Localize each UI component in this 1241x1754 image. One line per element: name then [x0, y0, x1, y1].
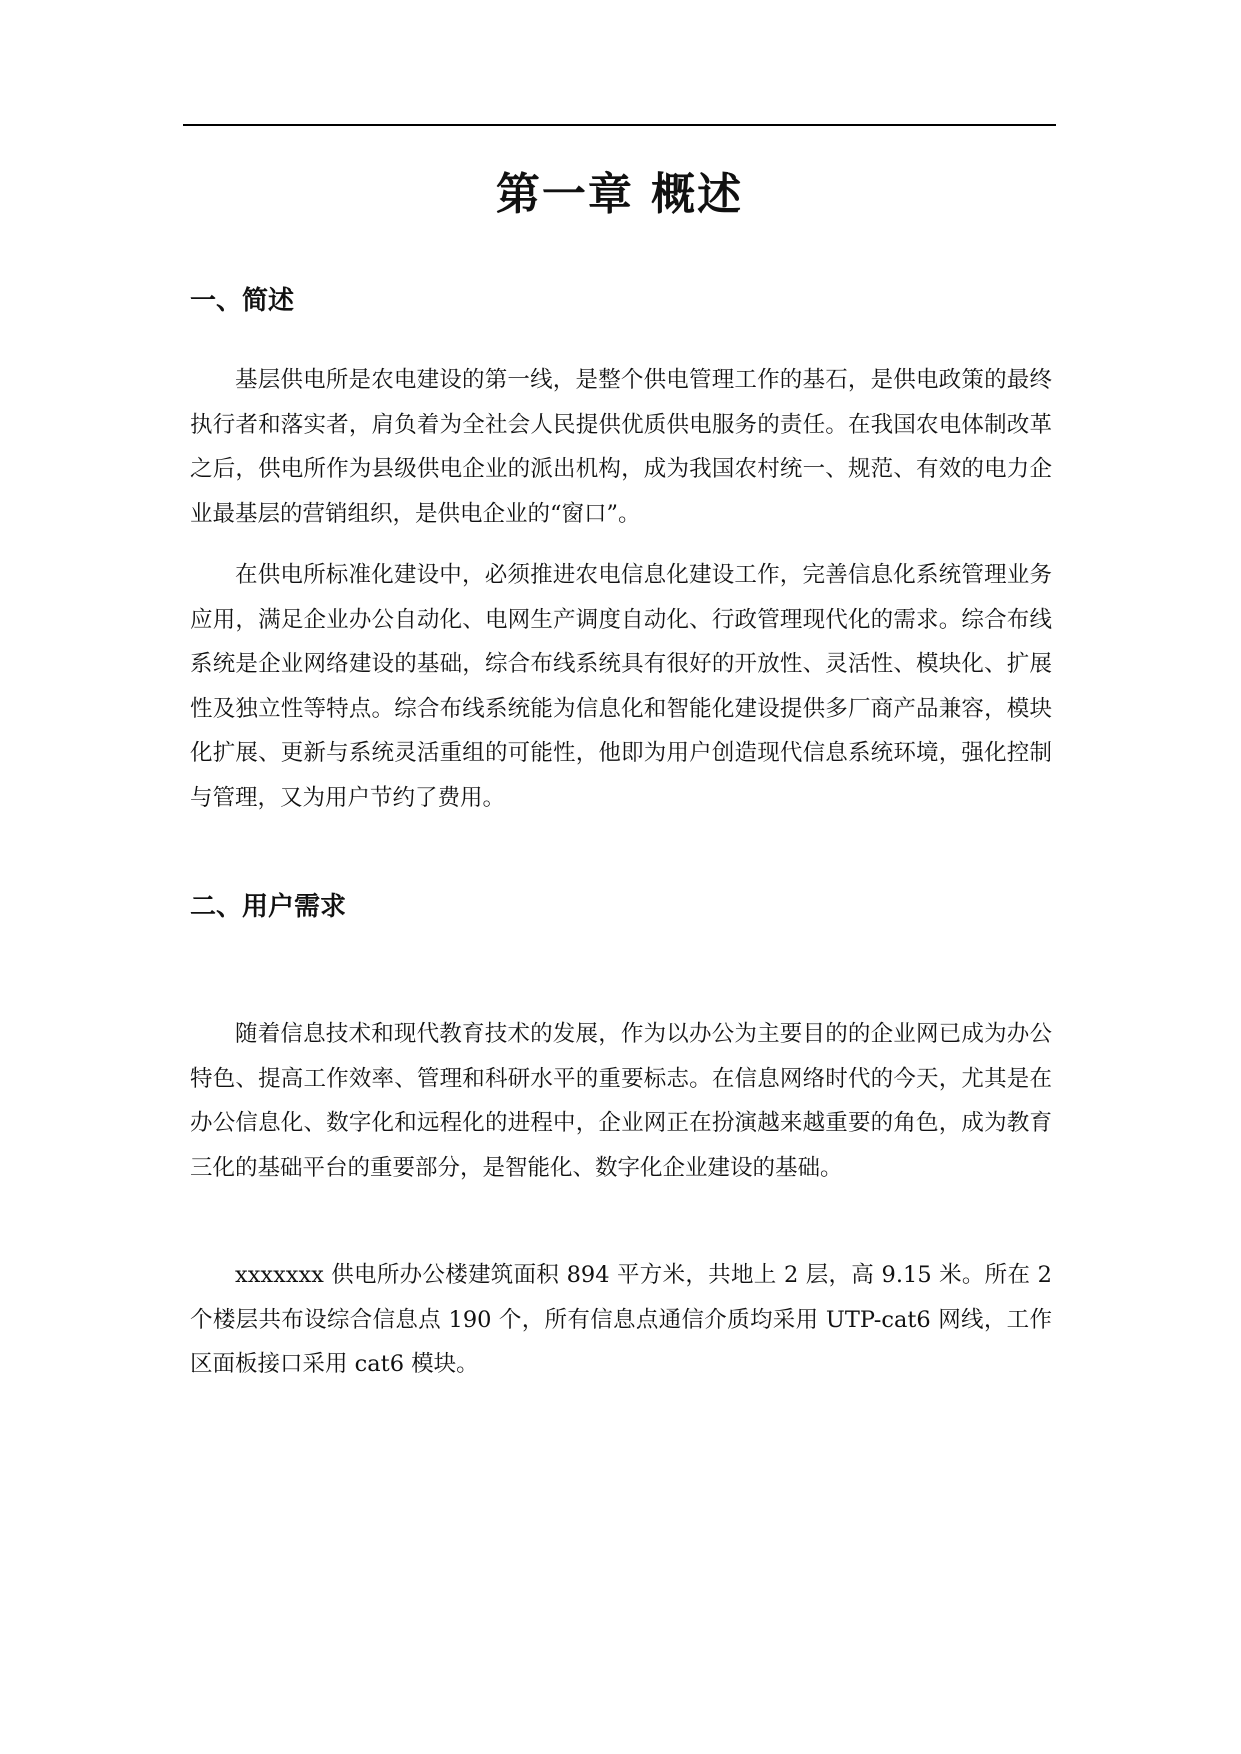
section-heading-overview: 一、简述: [190, 286, 295, 316]
section-heading-user-requirements: 二、用户需求: [190, 892, 347, 922]
paragraph-requirements-1: 随着信息技术和现代教育技术的发展，作为以办公为主要目的的企业网已成为办公特色、提高工作效率、管理和科研水平的重要标志。在信息网络时代的今天，尤其是在办公信息化、数字化和远程化的进程中，企业网正在扮演越来越重要的角色，成为教育三化的基础平台的重要部分，是智能化、数字化企业建设的基础。: [190, 1021, 1052, 1181]
paragraph-overview-1: 基层供电所是农电建设的第一线，是整个供电管理工作的基石，是供电政策的最终执行者和落实者，肩负着为全社会人民提供优质供电服务的责任。在我国农电体制改革之后，供电所作为县级供电企业的派出机构，成为我国农村统一、规范、有效的电力企业最基层的营销组织，是供电企业的“窗口”。: [190, 367, 1052, 527]
paragraph-requirements-2: xxxxxxx 供电所办公楼建筑面积 894 平方米，共地上 2 层，高 9.15 米。所在 2 个楼层共布设综合信息点 190 个，所有信息点通信介质均采用 UTP-cat6 网线，工作区面板接口采用 cat6 模块。: [190, 1262, 1052, 1377]
header-rule: [183, 124, 1056, 126]
paragraph-overview-2: 在供电所标准化建设中，必须推进农电信息化建设工作，完善信息化系统管理业务应用，满足企业办公自动化、电网生产调度自动化、行政管理现代化的需求。综合布线系统是企业网络建设的基础，综合布线系统具有很好的开放性、灵活性、模块化、扩展性及独立性等特点。综合布线系统能为信息化和智能化建设提供多厂商产品兼容，模块化扩展、更新与系统灵活重组的可能性，他即为用户创造现代信息系统环境，强化控制与管理，又为用户节约了费用。: [190, 562, 1052, 811]
chapter-title: 第一章 概述: [495, 169, 744, 220]
